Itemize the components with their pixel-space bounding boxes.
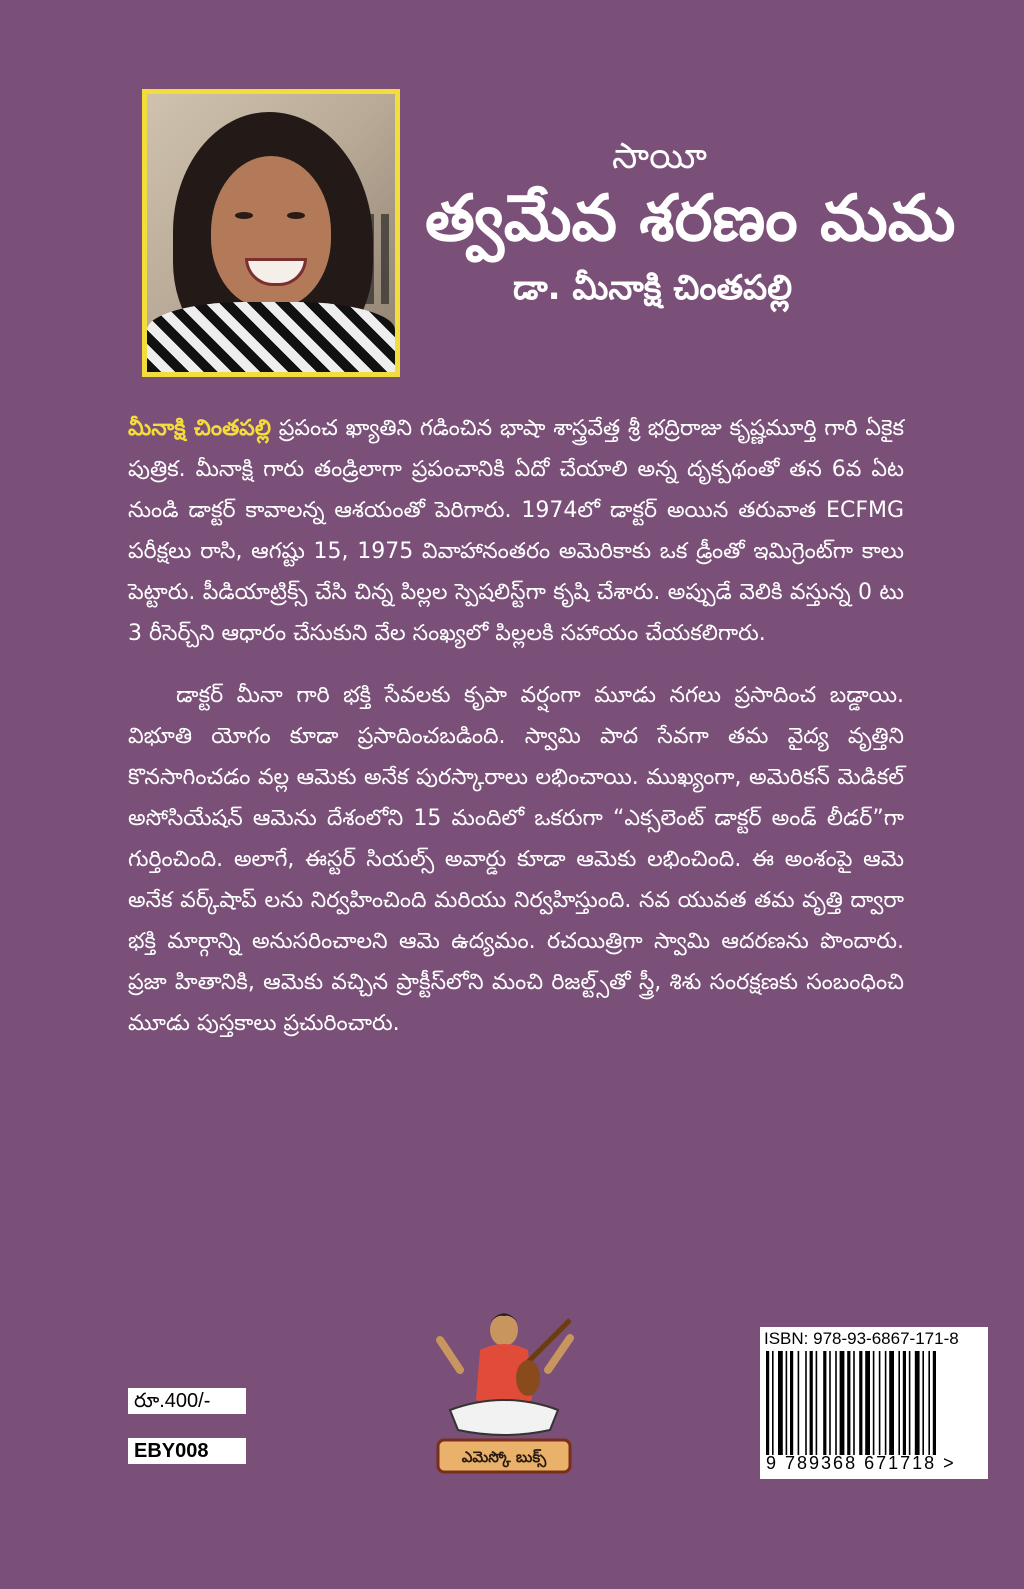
logo-goddess-head — [490, 1314, 518, 1346]
photo-blouse — [147, 302, 395, 372]
isbn-label: ISBN: 978-93-6867-171-8 — [764, 1329, 959, 1348]
logo-lotus — [450, 1400, 558, 1435]
bio-paragraph-1 — [128, 408, 904, 654]
book-title: త్వమేవ శరణం మమ — [425, 182, 956, 256]
author-photo-frame — [142, 89, 400, 377]
publisher-logo — [420, 1300, 588, 1475]
author-bio — [128, 408, 904, 1065]
barcode-digits: 9 789368 671718 > — [766, 1453, 956, 1473]
book-subtitle: సాయీ — [612, 136, 707, 177]
price-label: రూ.400/- — [128, 1388, 246, 1414]
book-code-label: EBY008 — [128, 1438, 246, 1464]
bio-paragraph-1-text: ప్రపంచ ఖ్యాతిని గడించిన భాషా శాస్త్రవేత్త శ్రీ భద్రిరాజు కృష్ణమూర్తి గారి ఏకైక పుత్రిక. మీనాక్షి గారు తండ్రిలాగా ప్రపంచానికి ఏదో చేయాలి అన్న దృక్పథంతో తన 6వ ఏట నుండి డాక్టర్ కావాలన్న ఆశయంతో పెరిగారు. 1974లో డాక్టర్ అయిన తరువాత ECFMG పరీక్షలు రాసి, ఆగష్టు 15, 1975 వివాహానంతరం అమెరికాకు ఒక డ్రీంతో ఇమిగ్రెంట్‌గా కాలు పెట్టారు. పీడియాట్రిక్స్ చేసి చిన్న పిల్లల స్పెషలిస్ట్‌గా కృషి చేశారు. అప్పుడే వెలికి వస్తున్న 0 టు 3 రీసెర్చ్‌ని ఆధారం చేసుకుని వేల సంఖ్యలో పిల్లలకి సహాయం చేయకలిగారు. — [128, 416, 904, 646]
barcode-icon — [766, 1351, 980, 1455]
bio-paragraph-2: డాక్టర్ మీనా గారి భక్తి సేవలకు కృపా వర్షంగా మూడు నగలు ప్రసాదించ బడ్డాయి. విభూతి యోగం కూడా ప్రసాదించబడింది. స్వామి పాద సేవగా తమ వైద్య వృత్తిని కొనసాగించడం వల్ల ఆమెకు అనేక పురస్కారాలు లభించాయి. ముఖ్యంగా, అమెరికన్ మెడికల్ అసోసియేషన్ ఆమెను దేశంలోని 15 మందిలో ఒకరుగా “ఎక్సలెంట్ డాక్టర్ అండ్ లీడర్”గా గుర్తించింది. అలాగే, ఈస్టర్ సియల్స్ అవార్డు కూడా ఆమెకు లభించింది. ఈ అంశంపై ఆమె అనేక వర్క్‌షాప్ లను నిర్వహించింది మరియు నిర్వహిస్తుంది. నవ యువత తమ వృత్తి ద్వారా భక్తి మార్గాన్ని అనుసరించాలని ఆమె ఉద్యమం. రచయిత్రిగా స్వామి ఆదరణను పొందారు. ప్రజా హితానికి, ఆమెకు వచ్చిన ప్రాక్టీస్‌లోని మంచి రిజల్ట్స్‌తో స్త్రీ, శిశు సంరక్షణకు సంబంధించి మూడు పుస్తకాలు ప్రచురించారు. — [128, 683, 904, 1036]
book-author: డా. మీనాక్షి చింతపల్లి — [513, 268, 793, 308]
author-photo — [147, 94, 395, 372]
author-name-highlight: మీనాక్షి చింతపల్లి — [128, 416, 271, 441]
photo-eye-left — [235, 212, 253, 219]
logo-publisher-text: ఎమెస్కో బుక్స్ — [461, 1448, 547, 1466]
isbn-barcode-box — [760, 1327, 988, 1479]
photo-eye-right — [287, 212, 305, 219]
